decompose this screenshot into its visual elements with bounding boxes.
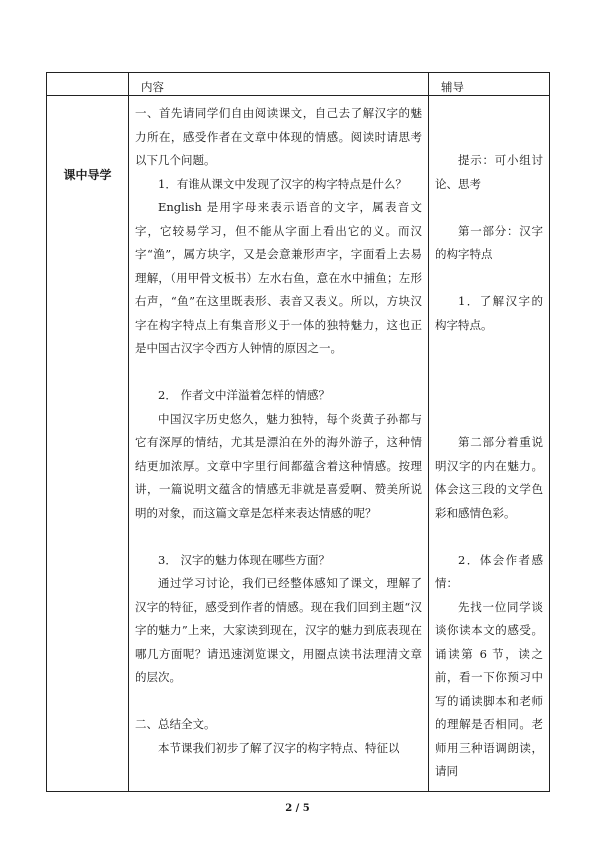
blank-line (435, 102, 543, 126)
row-label: 课中导学 (63, 168, 112, 182)
header-content-cell (129, 73, 429, 96)
header-guide-cell (429, 73, 550, 96)
paragraph: 2． 作者文中洋溢着怎样的情感？ (158, 388, 330, 402)
table-body-row (47, 96, 550, 792)
paragraph: 通过学习讨论，我们已经整体感知了课文，理解了汉字的特征，感受到作者的情感。现在我们回到主题“汉字的魅力”上来，大家读到现在，汉字的魅力到底表现在哪几方面呢？请迅速浏览课文，用圈点读书法理清文章的层次。 (135, 576, 422, 684)
content-cell (129, 96, 429, 792)
paragraph: 1．了解汉字的构字特点。 (435, 294, 543, 332)
blank-line (435, 408, 543, 432)
paragraph: 第一部分：汉字的构字特点 (435, 223, 543, 261)
blank-line (435, 384, 543, 408)
guide-cell (429, 96, 550, 792)
table-header-row (47, 73, 550, 96)
paragraph: 本节课我们初步了解了汉字的构字特点、特征以 (158, 740, 400, 755)
blank-line (435, 361, 543, 385)
content-header-label: 内容 (141, 80, 164, 94)
guide-header-label: 辅导 (441, 80, 464, 94)
blank-line (135, 361, 422, 385)
blank-line (435, 525, 543, 549)
paragraph: 先找一位同学谈谈你读本文的感受。诵读第 6 节，读之前，看一下你预习中写的诵读脚本和老师的理解是否相同。老师用三种语调朗读，请同 (435, 599, 543, 778)
blank-line (435, 196, 543, 220)
blank-line (135, 525, 422, 549)
content-text (129, 96, 428, 760)
paragraph: 3． 汉字的魅力体现在哪些方面？ (158, 552, 330, 567)
blank-line (435, 337, 543, 361)
paragraph: English 是用字母来表示语音的文字，属表音文字，它较易学习，但不能从字面上看出它的义。而汉字“渔”，属方块字，又是会意兼形声字，字面看上去易理解，（用甲骨文板书）左水右鱼，意在水中捕鱼；左形右声，“鱼”在这里既表形、表音又表义。所以，方块汉字在构字特点上有集音形义于一体的独特魅力，这也正是中国古汉字令西方人钟情的原因之一。 (135, 200, 422, 355)
header-empty-cell (47, 73, 129, 96)
blank-line (435, 267, 543, 291)
row-label-cell (47, 96, 129, 792)
paragraph: 中国汉字历史悠久，魅力独特，每个炎黄子孙都与它有深厚的情结，尤其是漂泊在外的海外游子，这种情结更加浓厚。文章中字里行间都蕴含着这种情感。按理讲，一篇说明文蕴含的情感无非就是喜爱啊、赞美所说明的对象，而这篇文章是怎样来表达情感的呢？ (135, 411, 422, 520)
paragraph: 第二部分着重说明汉字的内在魅力。体会这三段的文学色彩和感情色彩。 (435, 435, 543, 520)
paragraph: 1．有谁从课文中发现了汉字的构字特点是什么？ (158, 176, 407, 191)
blank-line (435, 126, 543, 150)
paragraph: 二、总结全文。 (135, 717, 216, 731)
guide-text (429, 96, 549, 784)
lesson-table (46, 72, 550, 792)
blank-line (135, 690, 422, 714)
paragraph: 2．体会作者感情： (435, 552, 543, 590)
paragraph: 一、首先请同学们自由阅读课文，自己去了解汉字的魅力所在，感受作者在文章中体现的情感。阅读时请思考以下几个问题。 (135, 106, 422, 167)
page-number: 2 / 5 (285, 803, 310, 814)
paragraph: 提示：可小组讨论、思考 (435, 153, 543, 191)
